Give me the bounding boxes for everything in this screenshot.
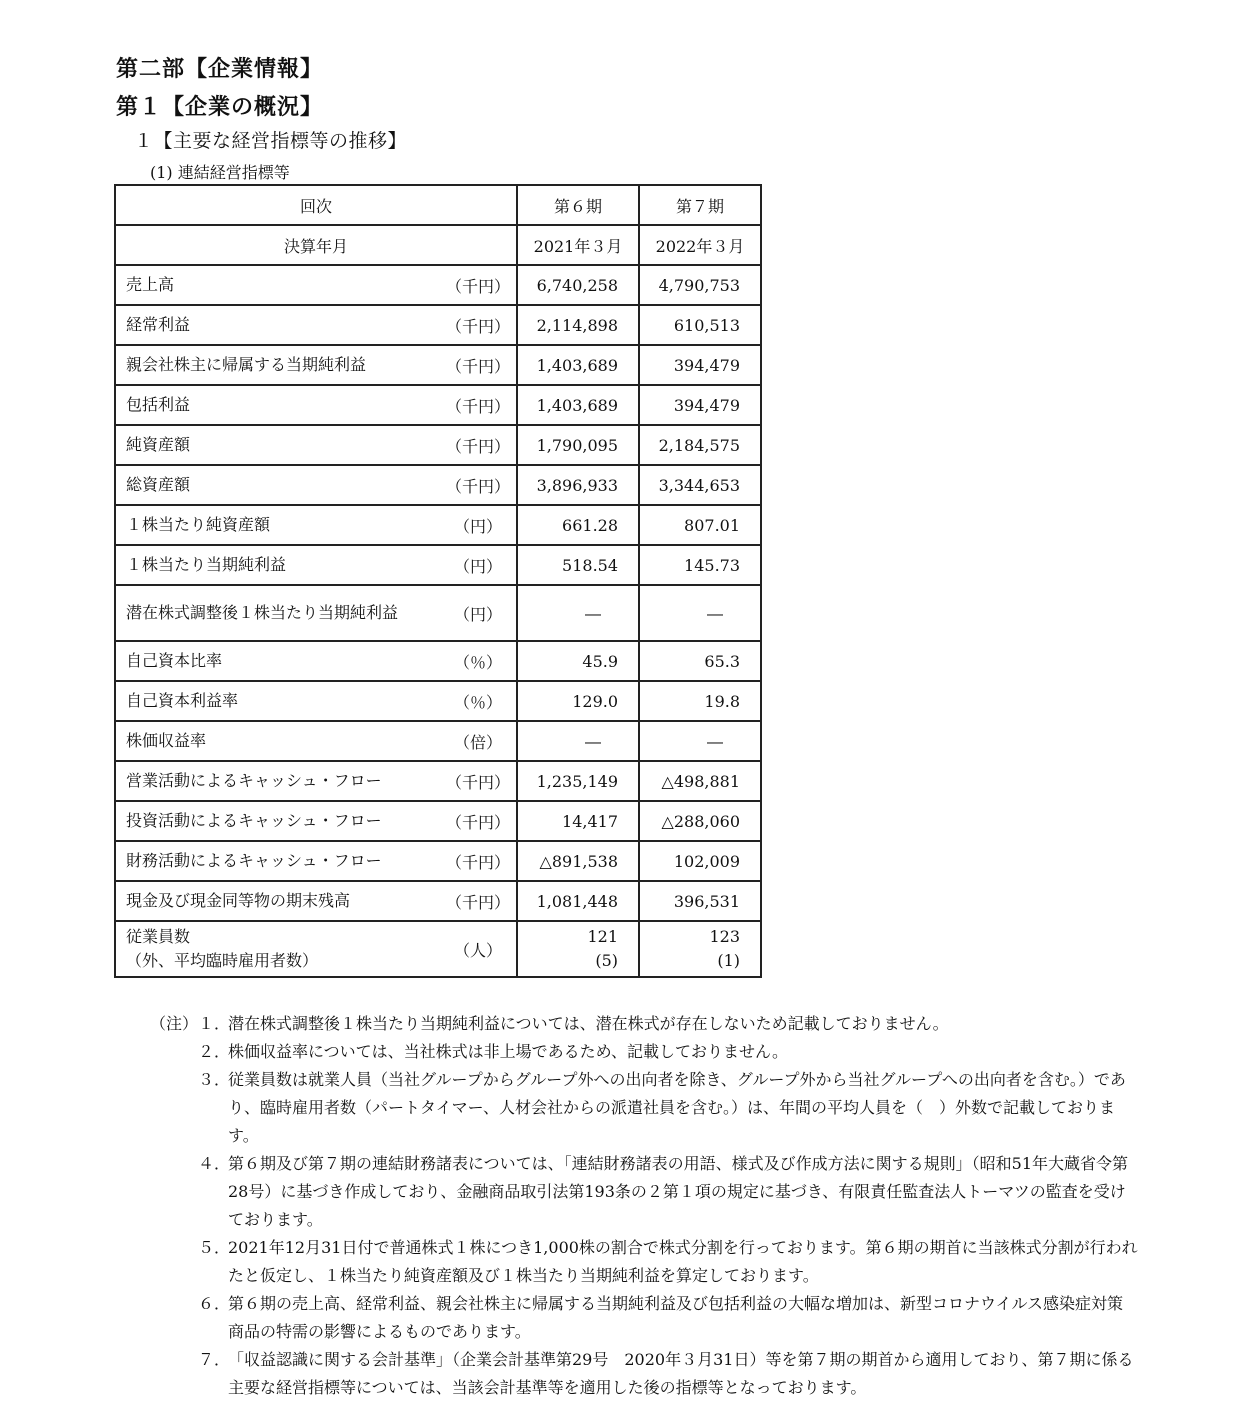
- fiscal-period6-cell: 2021年３月: [517, 225, 639, 265]
- note-number: １．: [198, 1014, 231, 1033]
- note-item: [150, 1346, 1150, 1402]
- note-text: 第６期及び第７期の連結財務諸表については、「連結財務諸表の用語、様式及び作成方法に関する規則」（昭和51年大蔵省令第28号）に基づき作成しており、金融商品取引法第193条の２第１項の規定に基づき、有限責任監査法人トーマツの監査を受けております。: [228, 1154, 1129, 1229]
- row-period7-value: 145.73: [639, 545, 761, 585]
- row-unit: （％）: [440, 641, 517, 681]
- row-period7-value: 394,479: [639, 345, 761, 385]
- row-period6-value: 129.0: [517, 681, 639, 721]
- row-label: 総資産額: [115, 465, 440, 505]
- employees-period7-temp: (1): [717, 951, 741, 970]
- row-label: 売上高: [115, 265, 440, 305]
- employees-row: [115, 921, 761, 977]
- table-row: [115, 881, 761, 921]
- row-period6-value: 1,403,689: [517, 385, 639, 425]
- note-text: 従業員数は就業人員（当社グループからグループ外への出向者を除き、グループ外から当社グループへの出向者を含む。）であり、臨時雇用者数（パートタイマー、人材会社からの派遣社員を含む。）は、年間の平均人員を（ ）外数で記載しております。: [228, 1070, 1126, 1145]
- fiscal-period7-cell: 2022年３月: [639, 225, 761, 265]
- table-row: [115, 265, 761, 305]
- note-tag: [150, 1290, 198, 1346]
- table-row: [115, 841, 761, 881]
- row-period6-value: △891,538: [517, 841, 639, 881]
- note-tag: [150, 1038, 198, 1066]
- note-tag: （注）: [150, 1014, 199, 1033]
- header-period7-cell: 第７期: [639, 185, 761, 225]
- row-period7-value: 19.8: [639, 681, 761, 721]
- employees-period6-value: 121: [587, 927, 619, 946]
- fiscal-year-row: [115, 225, 761, 265]
- row-period7-value: 396,531: [639, 881, 761, 921]
- table-row: [115, 545, 761, 585]
- note-number: ５．: [198, 1238, 231, 1257]
- note-text: 2021年12月31日付で普通株式１株につき1,000株の割合で株式分割を行っております。第６期の期首に当該株式分割が行われたと仮定し、１株当たり純資産額及び１株当たり当期純利益を算定しております。: [228, 1238, 1138, 1285]
- row-unit: （千円）: [440, 385, 517, 425]
- row-unit: （千円）: [440, 465, 517, 505]
- employees-label-cell: [115, 921, 440, 977]
- row-period7-value: 3,344,653: [639, 465, 761, 505]
- row-period6-value: ―: [517, 585, 639, 641]
- note-text: 潜在株式調整後１株当たり当期純利益については、潜在株式が存在しないため記載しておりません。: [228, 1014, 949, 1033]
- note-item: [150, 1150, 1150, 1234]
- note-number: ４．: [198, 1154, 231, 1173]
- row-label: １株当たり純資産額: [115, 505, 440, 545]
- note-number: ６．: [198, 1294, 231, 1313]
- header-period6-cell: 第６期: [517, 185, 639, 225]
- row-unit: （％）: [440, 681, 517, 721]
- row-period7-value: 65.3: [639, 641, 761, 681]
- row-label: 株価収益率: [115, 721, 440, 761]
- table-row: [115, 721, 761, 761]
- row-label: 純資産額: [115, 425, 440, 465]
- note-text: 「収益認識に関する会計基準」（企業会計基準第29号 2020年３月31日）等を第７期の期首から適用しており、第７期に係る主要な経営指標等については、当該会計基準等を適用した後の指標等となっております。: [228, 1350, 1134, 1397]
- row-unit: （千円）: [440, 425, 517, 465]
- note-tag: [150, 1346, 198, 1402]
- table-row: [115, 801, 761, 841]
- table-row: [115, 761, 761, 801]
- row-unit: （千円）: [440, 841, 517, 881]
- row-period6-value: ―: [517, 721, 639, 761]
- row-period6-value: 518.54: [517, 545, 639, 585]
- note-item: [150, 1234, 1150, 1290]
- row-period7-value: 807.01: [639, 505, 761, 545]
- row-label: 潜在株式調整後１株当たり当期純利益: [115, 585, 440, 641]
- subsection-heading: (1) 連結経営指標等: [150, 163, 290, 182]
- table-row: [115, 385, 761, 425]
- row-label: 自己資本比率: [115, 641, 440, 681]
- note-tag: [150, 1066, 198, 1150]
- employees-period7-cell: [639, 921, 761, 977]
- row-unit: （千円）: [440, 801, 517, 841]
- employees-label: 従業員数: [126, 927, 191, 946]
- row-period6-value: 6,740,258: [517, 265, 639, 305]
- note-item: [150, 1038, 1150, 1066]
- note-item: [150, 1066, 1150, 1150]
- row-period7-value: 4,790,753: [639, 265, 761, 305]
- row-unit: （千円）: [440, 305, 517, 345]
- row-period7-value: 394,479: [639, 385, 761, 425]
- table-row: [115, 681, 761, 721]
- row-period6-value: 45.9: [517, 641, 639, 681]
- employees-unit-cell: （人）: [440, 921, 517, 977]
- table-header-row: [115, 185, 761, 225]
- section-heading: １【主要な経営指標等の推移】: [134, 130, 408, 152]
- note-text: 株価収益率については、当社株式は非上場であるため、記載しておりません。: [228, 1042, 789, 1061]
- row-unit: （千円）: [440, 881, 517, 921]
- chapter-heading: 第１【企業の概況】: [116, 95, 324, 120]
- row-label: 営業活動によるキャッシュ・フロー: [115, 761, 440, 801]
- row-period7-value: ―: [639, 585, 761, 641]
- notes-section: [150, 1010, 1150, 1402]
- row-period6-value: 661.28: [517, 505, 639, 545]
- row-label: 親会社株主に帰属する当期純利益: [115, 345, 440, 385]
- note-text: 第６期の売上高、経常利益、親会社株主に帰属する当期純利益及び包括利益の大幅な増加は、新型コロナウイルス感染症対策商品の特需の影響によるものであります。: [228, 1294, 1124, 1341]
- note-item: [150, 1010, 1150, 1038]
- row-period7-value: 2,184,575: [639, 425, 761, 465]
- row-unit: （千円）: [440, 265, 517, 305]
- employees-period6-temp: (5): [595, 951, 619, 970]
- row-label: 包括利益: [115, 385, 440, 425]
- row-label: 投資活動によるキャッシュ・フロー: [115, 801, 440, 841]
- row-period6-value: 2,114,898: [517, 305, 639, 345]
- row-period7-value: △288,060: [639, 801, 761, 841]
- note-tag: [150, 1150, 198, 1234]
- table-row: [115, 345, 761, 385]
- table-row: [115, 641, 761, 681]
- row-label: 自己資本利益率: [115, 681, 440, 721]
- employees-period6-cell: [517, 921, 639, 977]
- row-period7-value: △498,881: [639, 761, 761, 801]
- row-label: 現金及び現金同等物の期末残高: [115, 881, 440, 921]
- row-period6-value: 1,403,689: [517, 345, 639, 385]
- note-number: ２．: [198, 1042, 231, 1061]
- row-period7-value: 102,009: [639, 841, 761, 881]
- row-period6-value: 14,417: [517, 801, 639, 841]
- table-row: [115, 585, 761, 641]
- note-tag: [150, 1234, 198, 1290]
- row-unit: （千円）: [440, 345, 517, 385]
- row-unit: （倍）: [440, 721, 517, 761]
- row-label: 財務活動によるキャッシュ・フロー: [115, 841, 440, 881]
- table-row: [115, 305, 761, 345]
- row-unit: （円）: [440, 505, 517, 545]
- table-row: [115, 505, 761, 545]
- part-heading: 第二部【企業情報】: [116, 57, 324, 82]
- row-period6-value: 1,790,095: [517, 425, 639, 465]
- table-row: [115, 465, 761, 505]
- row-period7-value: ―: [639, 721, 761, 761]
- note-number: ３．: [198, 1070, 231, 1089]
- employees-period7-value: 123: [709, 927, 741, 946]
- row-period6-value: 1,081,448: [517, 881, 639, 921]
- row-unit: （千円）: [440, 761, 517, 801]
- note-number: ７．: [198, 1350, 231, 1369]
- table-row: [115, 425, 761, 465]
- row-label: １株当たり当期純利益: [115, 545, 440, 585]
- row-period6-value: 1,235,149: [517, 761, 639, 801]
- row-period6-value: 3,896,933: [517, 465, 639, 505]
- financial-indicators-table: [114, 184, 762, 978]
- employees-sublabel: （外、平均臨時雇用者数）: [126, 951, 319, 970]
- header-label-cell: 回次: [115, 185, 517, 225]
- note-item: [150, 1290, 1150, 1346]
- row-period7-value: 610,513: [639, 305, 761, 345]
- row-unit: （円）: [440, 585, 517, 641]
- fiscal-label-cell: 決算年月: [115, 225, 517, 265]
- row-unit: （円）: [440, 545, 517, 585]
- row-label: 経常利益: [115, 305, 440, 345]
